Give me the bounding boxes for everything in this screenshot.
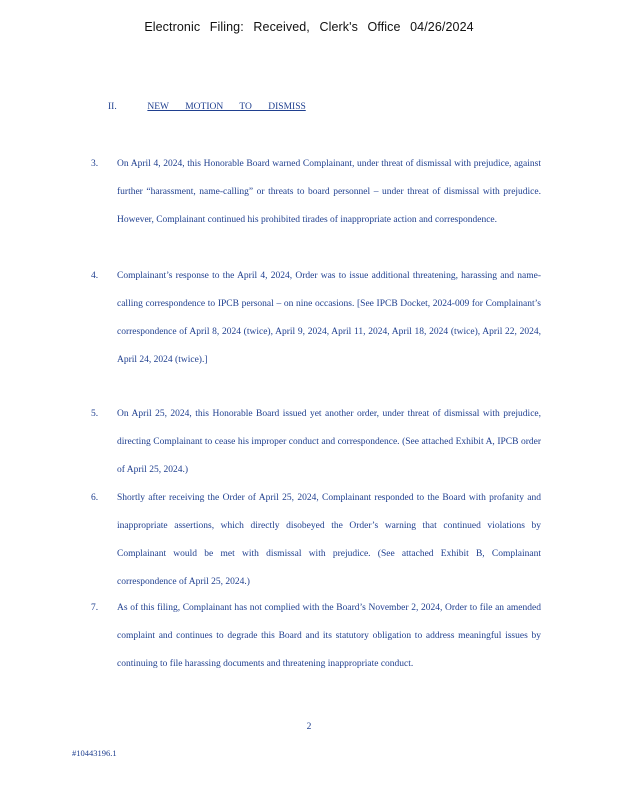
paragraph-text: On April 25, 2024, this Honorable Board issued yet another order, under threat of dismissal with prejudice, directing Complainant to cease his improper conduct and correspondence. (See attached Exhibit A, IPCB order of April 25, 2024.) xyxy=(117,409,541,475)
electronic-filing-header: Electronic Filing: Received, Clerk's Office 04/26/2024 xyxy=(144,20,474,34)
paragraph-4 xyxy=(91,262,541,374)
paragraph-number: 6. xyxy=(91,493,99,503)
paragraph-6 xyxy=(91,484,541,596)
paragraph-text: On April 4, 2024, this Honorable Board warned Complainant, under threat of dismissal with prejudice, against further “harassment, name-calling” or threats to board personnel – under threat of dismissal with prejudice. However, Complainant continued his prohibited tirades of inappropriate action and correspondence. xyxy=(117,159,541,225)
paragraph-text: As of this filing, Complainant has not complied with the Board’s November 2, 2024, Order to file an amended complaint and continues to degrade this Board and its statutory obligation to address meaningful issues by continuing to file harassing documents and threatening inappropriate conduct. xyxy=(117,603,541,669)
section-number: II. xyxy=(108,102,117,112)
paragraph-text: Shortly after receiving the Order of April 25, 2024, Complainant responded to the Board with profanity and inappropriate assertions, which directly disobeyed the Order’s warning that continued violations by Complainant would be met with dismissal with prejudice. (See attached Exhibit B, Complainant correspondence of April 25, 2024.) xyxy=(117,493,541,587)
paragraph-number: 5. xyxy=(91,409,99,419)
paragraph-number: 4. xyxy=(91,271,99,281)
paragraph-text: Complainant’s response to the April 4, 2024, Order was to issue additional threatening, harassing and name-calling correspondence to IPCB personal – on nine occasions. [See IPCB Docket, 2024-009 for Complainant’s correspondence of April 8, 2024 (twice), April 9, 2024, April 11, 2024, April 18, 2024 (twice), April 22, 2024, April 24, 2024 (twice).] xyxy=(117,271,541,365)
paragraph-number: 3. xyxy=(91,159,99,169)
paragraph-number: 7. xyxy=(91,603,99,613)
section-heading xyxy=(108,102,324,112)
paragraph-5 xyxy=(91,400,541,484)
document-id: #10443196.1 xyxy=(72,748,117,758)
paragraph-3 xyxy=(91,150,541,234)
paragraph-7 xyxy=(91,594,541,678)
section-title: NEW MOTION TO DISMISS xyxy=(147,102,306,112)
page-number: 2 xyxy=(306,722,312,732)
